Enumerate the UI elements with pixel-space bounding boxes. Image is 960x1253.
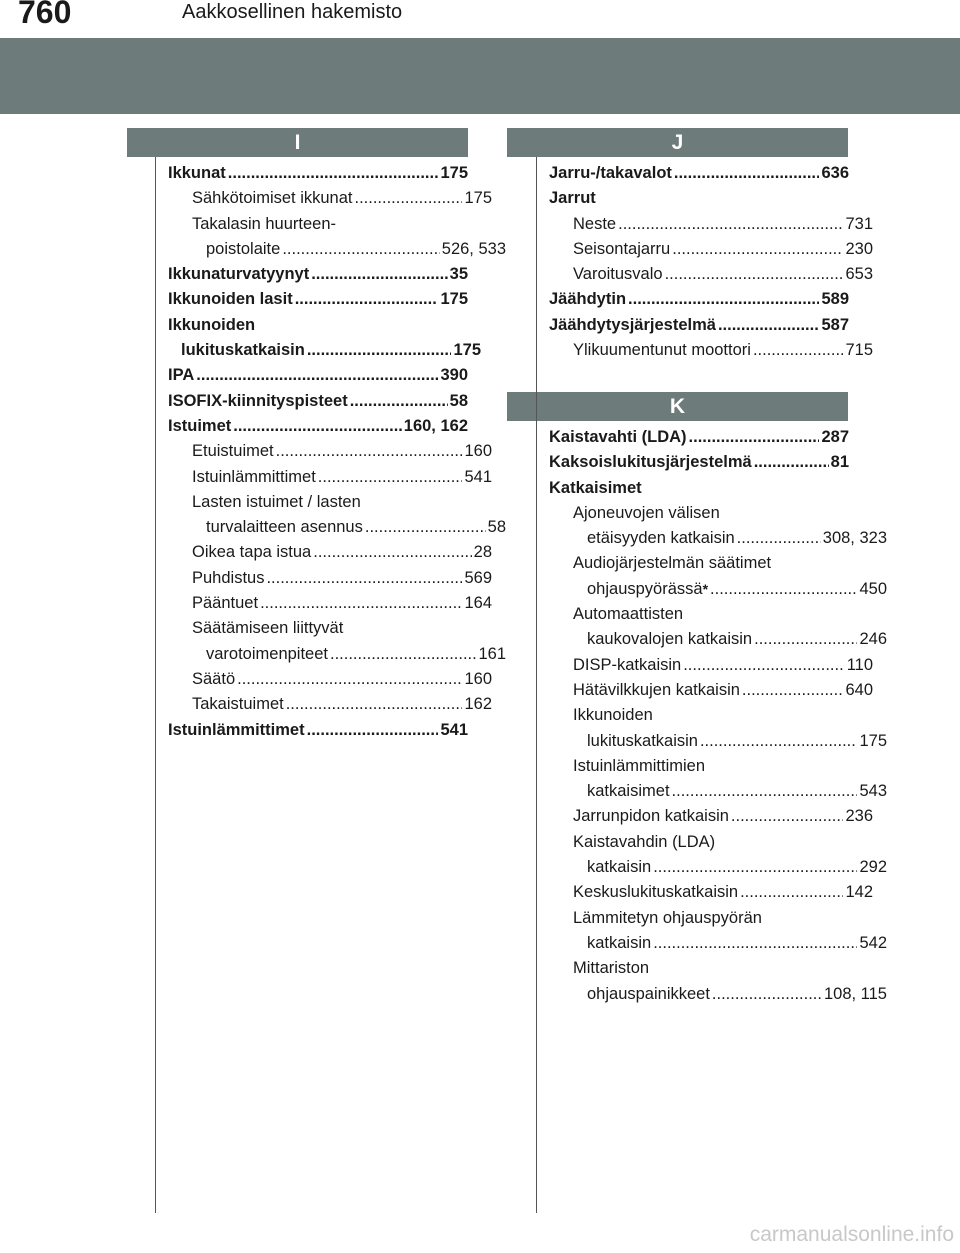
page-number: 760: [18, 0, 72, 30]
index-entry-label: Säätö: [192, 669, 236, 688]
index-entry: [549, 754, 849, 779]
dot-leader: [282, 237, 439, 262]
index-entry: [549, 287, 849, 312]
index-entry-label: Jäähdytin: [549, 290, 627, 309]
index-entry-page: 230: [845, 239, 873, 258]
index-entry-label: Takaistuimet: [192, 695, 284, 714]
index-entry: [549, 237, 873, 262]
index-entry-page: 175: [464, 189, 492, 208]
dot-leader: [355, 186, 463, 211]
index-entry: [549, 779, 887, 804]
index-entry: [168, 591, 492, 616]
index-entry-label: Katkaisimet: [549, 478, 642, 497]
index-entry-page: 542: [859, 933, 887, 952]
index-entry-page: 731: [845, 214, 873, 233]
index-entry-page: 287: [821, 428, 849, 446]
index-entry-page: 58: [449, 391, 468, 410]
dot-leader: [330, 642, 476, 667]
index-entry-label: Ikkunaturvatyynyt: [168, 265, 310, 284]
index-entry-page: 175: [440, 290, 468, 309]
index-entry-page: 640: [845, 680, 873, 699]
dot-leader: [737, 526, 821, 551]
index-entry: [549, 186, 849, 211]
index-entry-label: Ikkunat: [168, 164, 226, 182]
index-entry-page: 246: [859, 630, 887, 649]
index-entry: [549, 338, 873, 363]
index-entry-label: katkaisin: [587, 933, 652, 952]
index-entry-label: Ylikuumentunut moottori: [573, 341, 751, 360]
index-entry-page: 162: [464, 695, 492, 714]
index-entry: [549, 627, 887, 652]
index-entry-label: ohjauspyörässä: [587, 579, 703, 598]
dot-leader: [307, 338, 452, 363]
index-entry: [549, 855, 887, 880]
index-entry-page: 543: [859, 782, 887, 801]
index-entry-label: Istuinlämmittimien: [573, 756, 706, 775]
index-entry: [168, 490, 468, 515]
dot-leader: [276, 439, 463, 464]
dot-leader: [700, 729, 858, 754]
index-entry-page: 58: [487, 518, 506, 537]
index-entry: [168, 692, 492, 717]
index-entry-page: 28: [473, 543, 492, 562]
index-entry-page: 589: [821, 290, 849, 309]
index-entry-label: lukituskatkaisin: [181, 341, 305, 360]
index-entry: [549, 476, 849, 501]
index-entry: [549, 729, 887, 754]
dot-leader: [753, 338, 844, 363]
section-header-i: I: [127, 128, 468, 157]
dot-leader: [712, 982, 822, 1007]
dot-leader: [313, 540, 471, 565]
index-entry-label: Hätävilkkujen katkaisin: [573, 680, 740, 699]
index-entry: [549, 880, 873, 905]
dot-leader: [286, 692, 463, 717]
index-entry-label: ohjauspainikkeet: [587, 984, 710, 1003]
index-entry-label: etäisyyden katkaisin: [587, 529, 735, 548]
index-entry-page: 636: [821, 164, 849, 182]
index-entry-label: Kaistavahti (LDA): [549, 428, 687, 446]
index-entry: [168, 287, 468, 312]
dot-leader: [196, 363, 438, 388]
index-entry-label: Kaksoislukitusjärjestelmä: [549, 453, 752, 472]
index-entry-page: 142: [845, 883, 873, 902]
index-entry-page: 175: [859, 731, 887, 750]
dot-leader: [260, 591, 462, 616]
index-column-k: [549, 425, 887, 1007]
index-column-j: [549, 161, 873, 363]
index-entry-page: 715: [845, 341, 873, 360]
index-entry: [549, 678, 873, 703]
index-entry-label: Jarrunpidon katkaisin: [573, 807, 729, 826]
index-entry-label: IPA: [168, 366, 195, 385]
index-entry: [168, 414, 468, 439]
chapter-title: Aakkosellinen hakemisto: [182, 1, 403, 23]
index-column-i: [168, 161, 506, 743]
dot-leader: [653, 931, 857, 956]
index-entry-page: 587: [821, 315, 849, 334]
header-band: [0, 38, 960, 114]
index-entry-label: Ikkunoiden lasit: [168, 290, 293, 309]
dot-leader: [618, 212, 843, 237]
index-entry-label: Ikkunoiden: [168, 315, 256, 334]
dot-leader: [628, 287, 819, 312]
index-entry-label: katkaisin: [587, 858, 652, 877]
index-entry-page: 390: [440, 366, 468, 385]
index-entry: [549, 830, 849, 855]
index-entry: [549, 212, 873, 237]
index-entry-page: 175: [440, 164, 468, 182]
index-entry-label: kaukovalojen katkaisin: [587, 630, 753, 649]
index-entry: [168, 718, 468, 743]
index-entry-label: poistolaite: [206, 239, 281, 258]
index-entry: [549, 703, 849, 728]
dot-leader: [742, 678, 844, 703]
section-header-j: J: [507, 128, 848, 157]
index-entry-label: Neste: [573, 214, 617, 233]
index-entry-label: Mittariston: [573, 959, 650, 978]
dot-leader: [665, 262, 844, 287]
dot-leader: [731, 804, 844, 829]
index-entry-page: 541: [464, 467, 492, 486]
index-entry-label: Säätämiseen liittyvät: [192, 619, 344, 638]
index-entry-page: 35: [449, 265, 468, 284]
index-entry-label: Jarrut: [549, 189, 596, 208]
index-entry-page: 653: [845, 265, 873, 284]
index-entry: [168, 212, 468, 237]
watermark: carmanualsonline.info: [749, 1223, 954, 1246]
index-entry-label: Jäähdytysjärjestelmä: [549, 315, 716, 334]
dot-leader: [674, 161, 820, 186]
dot-leader: [266, 566, 462, 591]
index-entry: [549, 425, 849, 450]
index-entry-page: 160, 162: [403, 416, 468, 435]
index-entry: [168, 186, 492, 211]
dot-leader: [318, 465, 463, 490]
index-entry-label: turvalaitteen asennus: [206, 518, 363, 537]
index-entry-page: 164: [464, 594, 492, 613]
index-entry: [168, 515, 506, 540]
dot-leader: [311, 262, 447, 287]
index-entry-label: DISP-katkaisin: [573, 655, 682, 674]
index-entry-label: Seisontajarru: [573, 239, 671, 258]
index-entry: [168, 313, 468, 338]
index-entry: ohjauspyörässä * ..... 450: [549, 577, 849, 602]
index-entry: [168, 338, 481, 363]
index-entry: [168, 540, 492, 565]
index-entry: [549, 931, 887, 956]
index-entry: [549, 982, 887, 1007]
index-entry-page: 236: [845, 807, 873, 826]
index-entry: [168, 616, 468, 641]
index-entry: [549, 906, 849, 931]
index-entry: [168, 363, 468, 388]
index-entry-page: 160: [464, 442, 492, 461]
index-entry-page: 308, 323: [822, 529, 887, 548]
index-entry-label: katkaisimet: [587, 782, 670, 801]
index-entry: [168, 642, 506, 667]
index-entry-label: Lasten istuimet / lasten: [192, 492, 361, 511]
index-entry: [168, 161, 468, 186]
index-entry: [168, 465, 492, 490]
index-entry-label: Keskuslukituskatkaisin: [573, 883, 739, 902]
index-entry-page: 175: [453, 341, 481, 360]
index-entry: [549, 526, 887, 551]
dot-leader: [740, 880, 843, 905]
dot-leader: [754, 450, 829, 475]
index-entry-label: Istuinlämmittimet: [168, 720, 305, 739]
index-entry: [168, 262, 468, 287]
index-entry-page: 110: [846, 655, 873, 674]
dot-leader: [233, 414, 402, 439]
index-entry-label: Ajoneuvojen välisen: [573, 503, 720, 522]
index-entry: [168, 237, 506, 262]
index-entry-label: Kaistavahdin (LDA): [573, 832, 716, 851]
index-entry-label: Automaattisten: [573, 605, 684, 624]
index-entry-label: Etuistuimet: [192, 442, 274, 461]
dot-leader: [718, 313, 820, 338]
index-entry: [168, 566, 492, 591]
index-entry-page: 292: [859, 858, 887, 877]
dot-leader: [365, 515, 486, 540]
index-entry: [549, 450, 849, 475]
index-entry-label: lukituskatkaisin: [587, 731, 698, 750]
index-entry-label: Puhdistus: [192, 568, 265, 587]
index-entry-label: varotoimenpiteet: [206, 644, 328, 663]
dot-leader: [350, 389, 448, 414]
index-entry-page: 81: [830, 453, 849, 472]
index-entry-label: Ikkunoiden: [573, 706, 653, 725]
dot-leader: [307, 718, 439, 743]
dot-leader: [672, 779, 858, 804]
index-entry: [549, 313, 849, 338]
dot-leader: [672, 237, 843, 262]
dot-leader: [710, 577, 857, 602]
index-entry-label: Sähkötoimiset ikkunat: [192, 189, 353, 208]
index-entry: [549, 551, 849, 576]
index-entry-label: Jarru-/takavalot: [549, 164, 672, 182]
index-entry-page: 160: [464, 669, 492, 688]
index-entry: [549, 501, 849, 526]
column-divider-left: [155, 157, 156, 1213]
index-entry-label: Istuimet: [168, 416, 232, 435]
index-entry-page: 450: [859, 579, 887, 598]
dot-leader: [683, 653, 844, 678]
index-entry-page: 161: [478, 644, 506, 663]
dot-leader: [754, 627, 857, 652]
index-entry-page: 569: [464, 568, 492, 587]
index-entry-label: Pääntuet: [192, 594, 259, 613]
index-entry: [168, 667, 492, 692]
index-entry: [549, 602, 849, 627]
index-entry-label: Varoitusvalo: [573, 265, 663, 284]
index-entry-label: ISOFIX-kiinnityspisteet: [168, 391, 348, 410]
dot-leader: [295, 287, 439, 312]
index-entry: [168, 389, 468, 414]
index-entry-label: Lämmitetyn ohjauspyörän: [573, 908, 762, 927]
dot-leader: [228, 161, 439, 186]
index-entry-page: 108, 115: [823, 984, 887, 1003]
section-header-k: K: [507, 392, 848, 421]
index-entry: [549, 804, 873, 829]
index-entry: [168, 439, 492, 464]
index-entry-page: 526, 533: [441, 239, 506, 258]
column-divider-right: [536, 157, 537, 1213]
index-entry-label: Audiojärjestelmän säätimet: [573, 554, 772, 573]
index-entry-page: 541: [440, 720, 468, 739]
index-entry: [549, 161, 849, 186]
index-entry-label: Istuinlämmittimet: [192, 467, 316, 486]
index-entry-label: Oikea tapa istua: [192, 543, 312, 562]
index-entry: [549, 262, 873, 287]
dot-leader: [237, 667, 462, 692]
index-entry: [549, 653, 873, 678]
dot-leader: [653, 855, 857, 880]
index-entry: [549, 956, 849, 981]
index-entry-label: Takalasin huurteen-: [192, 214, 337, 233]
dot-leader: [689, 425, 820, 450]
